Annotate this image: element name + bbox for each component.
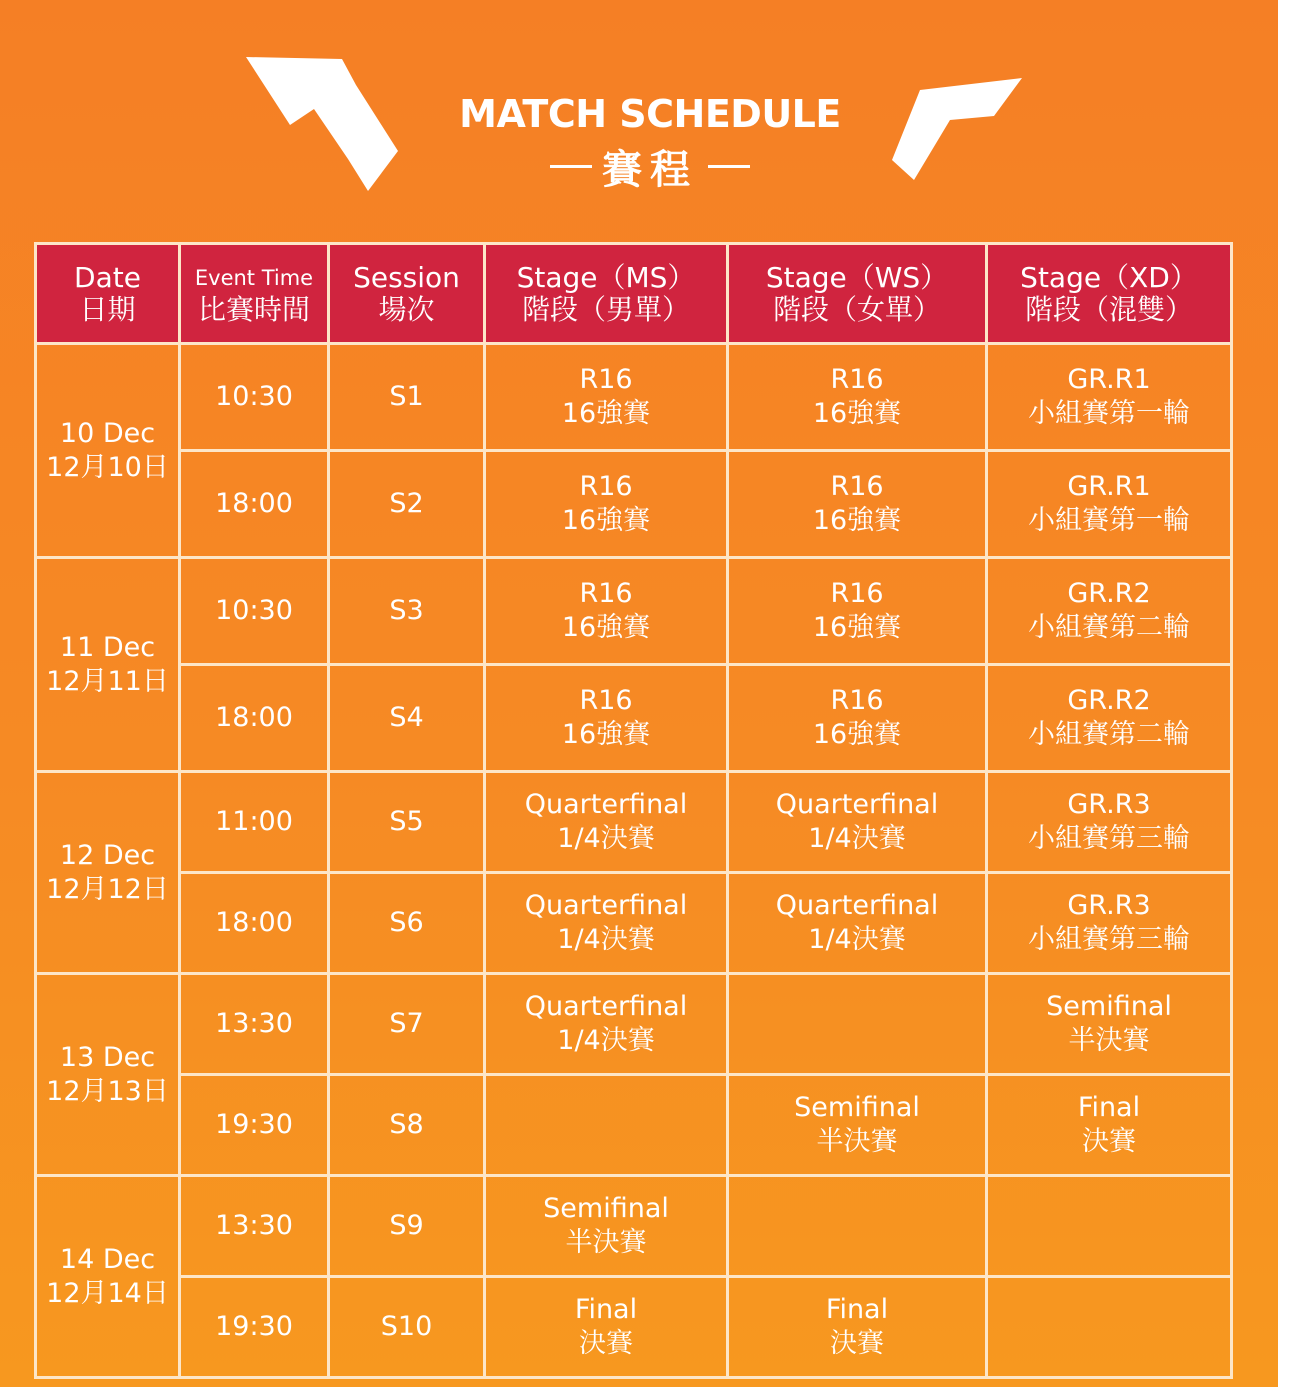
stage-ms-cell: Quarterfinal 1/4決賽: [485, 974, 728, 1075]
date-cell: 14 Dec 12月14日: [36, 1176, 180, 1378]
date-cell: 12 Dec 12月12日: [36, 772, 180, 974]
stage-ms-cell: Quarterfinal 1/4決賽: [485, 873, 728, 974]
header-stage-ms: Stage（MS） 階段（男單）: [485, 244, 728, 344]
stage-ms-cell: R16 16強賽: [485, 451, 728, 558]
header-event-time: Event Time 比賽時間: [180, 244, 329, 344]
stage-xd-cell: [987, 1176, 1232, 1277]
table-header-row: [36, 244, 1232, 344]
time-cell: 13:30: [180, 1176, 329, 1277]
stage-ws-cell: [728, 974, 987, 1075]
stage-ms-cell: Quarterfinal 1/4決賽: [485, 772, 728, 873]
stage-ws-cell: Quarterfinal 1/4決賽: [728, 772, 987, 873]
stage-xd-cell: GR.R1 小組賽第一輪: [987, 451, 1232, 558]
stage-ws-cell: R16 16強賽: [728, 344, 987, 451]
header-date: Date 日期: [36, 244, 180, 344]
right-arrow-decoration: [890, 76, 1024, 182]
session-cell: S9: [329, 1176, 485, 1277]
time-cell: 10:30: [180, 344, 329, 451]
stage-ws-cell: R16 16強賽: [728, 558, 987, 665]
session-cell: S2: [329, 451, 485, 558]
header-stage-xd: Stage（XD） 階段（混雙）: [987, 244, 1232, 344]
left-arrow-decoration: [244, 55, 400, 193]
time-cell: 19:30: [180, 1277, 329, 1378]
time-cell: 19:30: [180, 1075, 329, 1176]
stage-ws-cell: Semifinal 半決賽: [728, 1075, 987, 1176]
stage-ws-cell: Quarterfinal 1/4決賽: [728, 873, 987, 974]
table-row: [36, 1176, 1232, 1277]
page-subtitle-text: 賽程: [602, 147, 698, 193]
title-dash-left: [550, 165, 592, 168]
date-cell: 11 Dec 12月11日: [36, 558, 180, 772]
stage-ws-cell: Final 決賽: [728, 1277, 987, 1378]
table-row: [36, 344, 1232, 451]
table-row: [36, 665, 1232, 772]
table-row: [36, 558, 1232, 665]
stage-xd-cell: GR.R1 小組賽第一輪: [987, 344, 1232, 451]
session-cell: S1: [329, 344, 485, 451]
time-cell: 11:00: [180, 772, 329, 873]
page-title: MATCH SCHEDULE: [459, 92, 841, 136]
stage-ms-cell: [485, 1075, 728, 1176]
stage-ms-cell: R16 16強賽: [485, 665, 728, 772]
stage-ws-cell: R16 16強賽: [728, 665, 987, 772]
time-cell: 13:30: [180, 974, 329, 1075]
date-cell: 10 Dec 12月10日: [36, 344, 180, 558]
stage-xd-cell: GR.R3 小組賽第三輪: [987, 772, 1232, 873]
session-cell: S7: [329, 974, 485, 1075]
stage-xd-cell: Final 決賽: [987, 1075, 1232, 1176]
stage-ms-cell: Semifinal 半決賽: [485, 1176, 728, 1277]
session-cell: S6: [329, 873, 485, 974]
stage-xd-cell: Semifinal 半決賽: [987, 974, 1232, 1075]
table-row: [36, 451, 1232, 558]
date-cell: 13 Dec 12月13日: [36, 974, 180, 1176]
header-session: Session 場次: [329, 244, 485, 344]
header-stage-ws: Stage（WS） 階段（女單）: [728, 244, 987, 344]
table-row: [36, 1075, 1232, 1176]
session-cell: S3: [329, 558, 485, 665]
page-subtitle: [500, 138, 800, 195]
time-cell: 10:30: [180, 558, 329, 665]
table-row: [36, 873, 1232, 974]
table-row: [36, 1277, 1232, 1378]
stage-xd-cell: GR.R2 小組賽第二輪: [987, 558, 1232, 665]
table-row: [36, 772, 1232, 873]
session-cell: S4: [329, 665, 485, 772]
time-cell: 18:00: [180, 451, 329, 558]
title-dash-right: [708, 165, 750, 168]
stage-ws-cell: R16 16強賽: [728, 451, 987, 558]
session-cell: S8: [329, 1075, 485, 1176]
session-cell: S10: [329, 1277, 485, 1378]
stage-ms-cell: Final 決賽: [485, 1277, 728, 1378]
stage-ws-cell: [728, 1176, 987, 1277]
session-cell: S5: [329, 772, 485, 873]
stage-xd-cell: [987, 1277, 1232, 1378]
stage-xd-cell: GR.R2 小組賽第二輪: [987, 665, 1232, 772]
stage-ms-cell: R16 16強賽: [485, 558, 728, 665]
match-schedule-table: [34, 242, 1233, 1379]
time-cell: 18:00: [180, 873, 329, 974]
stage-ms-cell: R16 16強賽: [485, 344, 728, 451]
right-edge-strip: [1278, 0, 1290, 1387]
stage-xd-cell: GR.R3 小組賽第三輪: [987, 873, 1232, 974]
table-row: [36, 974, 1232, 1075]
time-cell: 18:00: [180, 665, 329, 772]
